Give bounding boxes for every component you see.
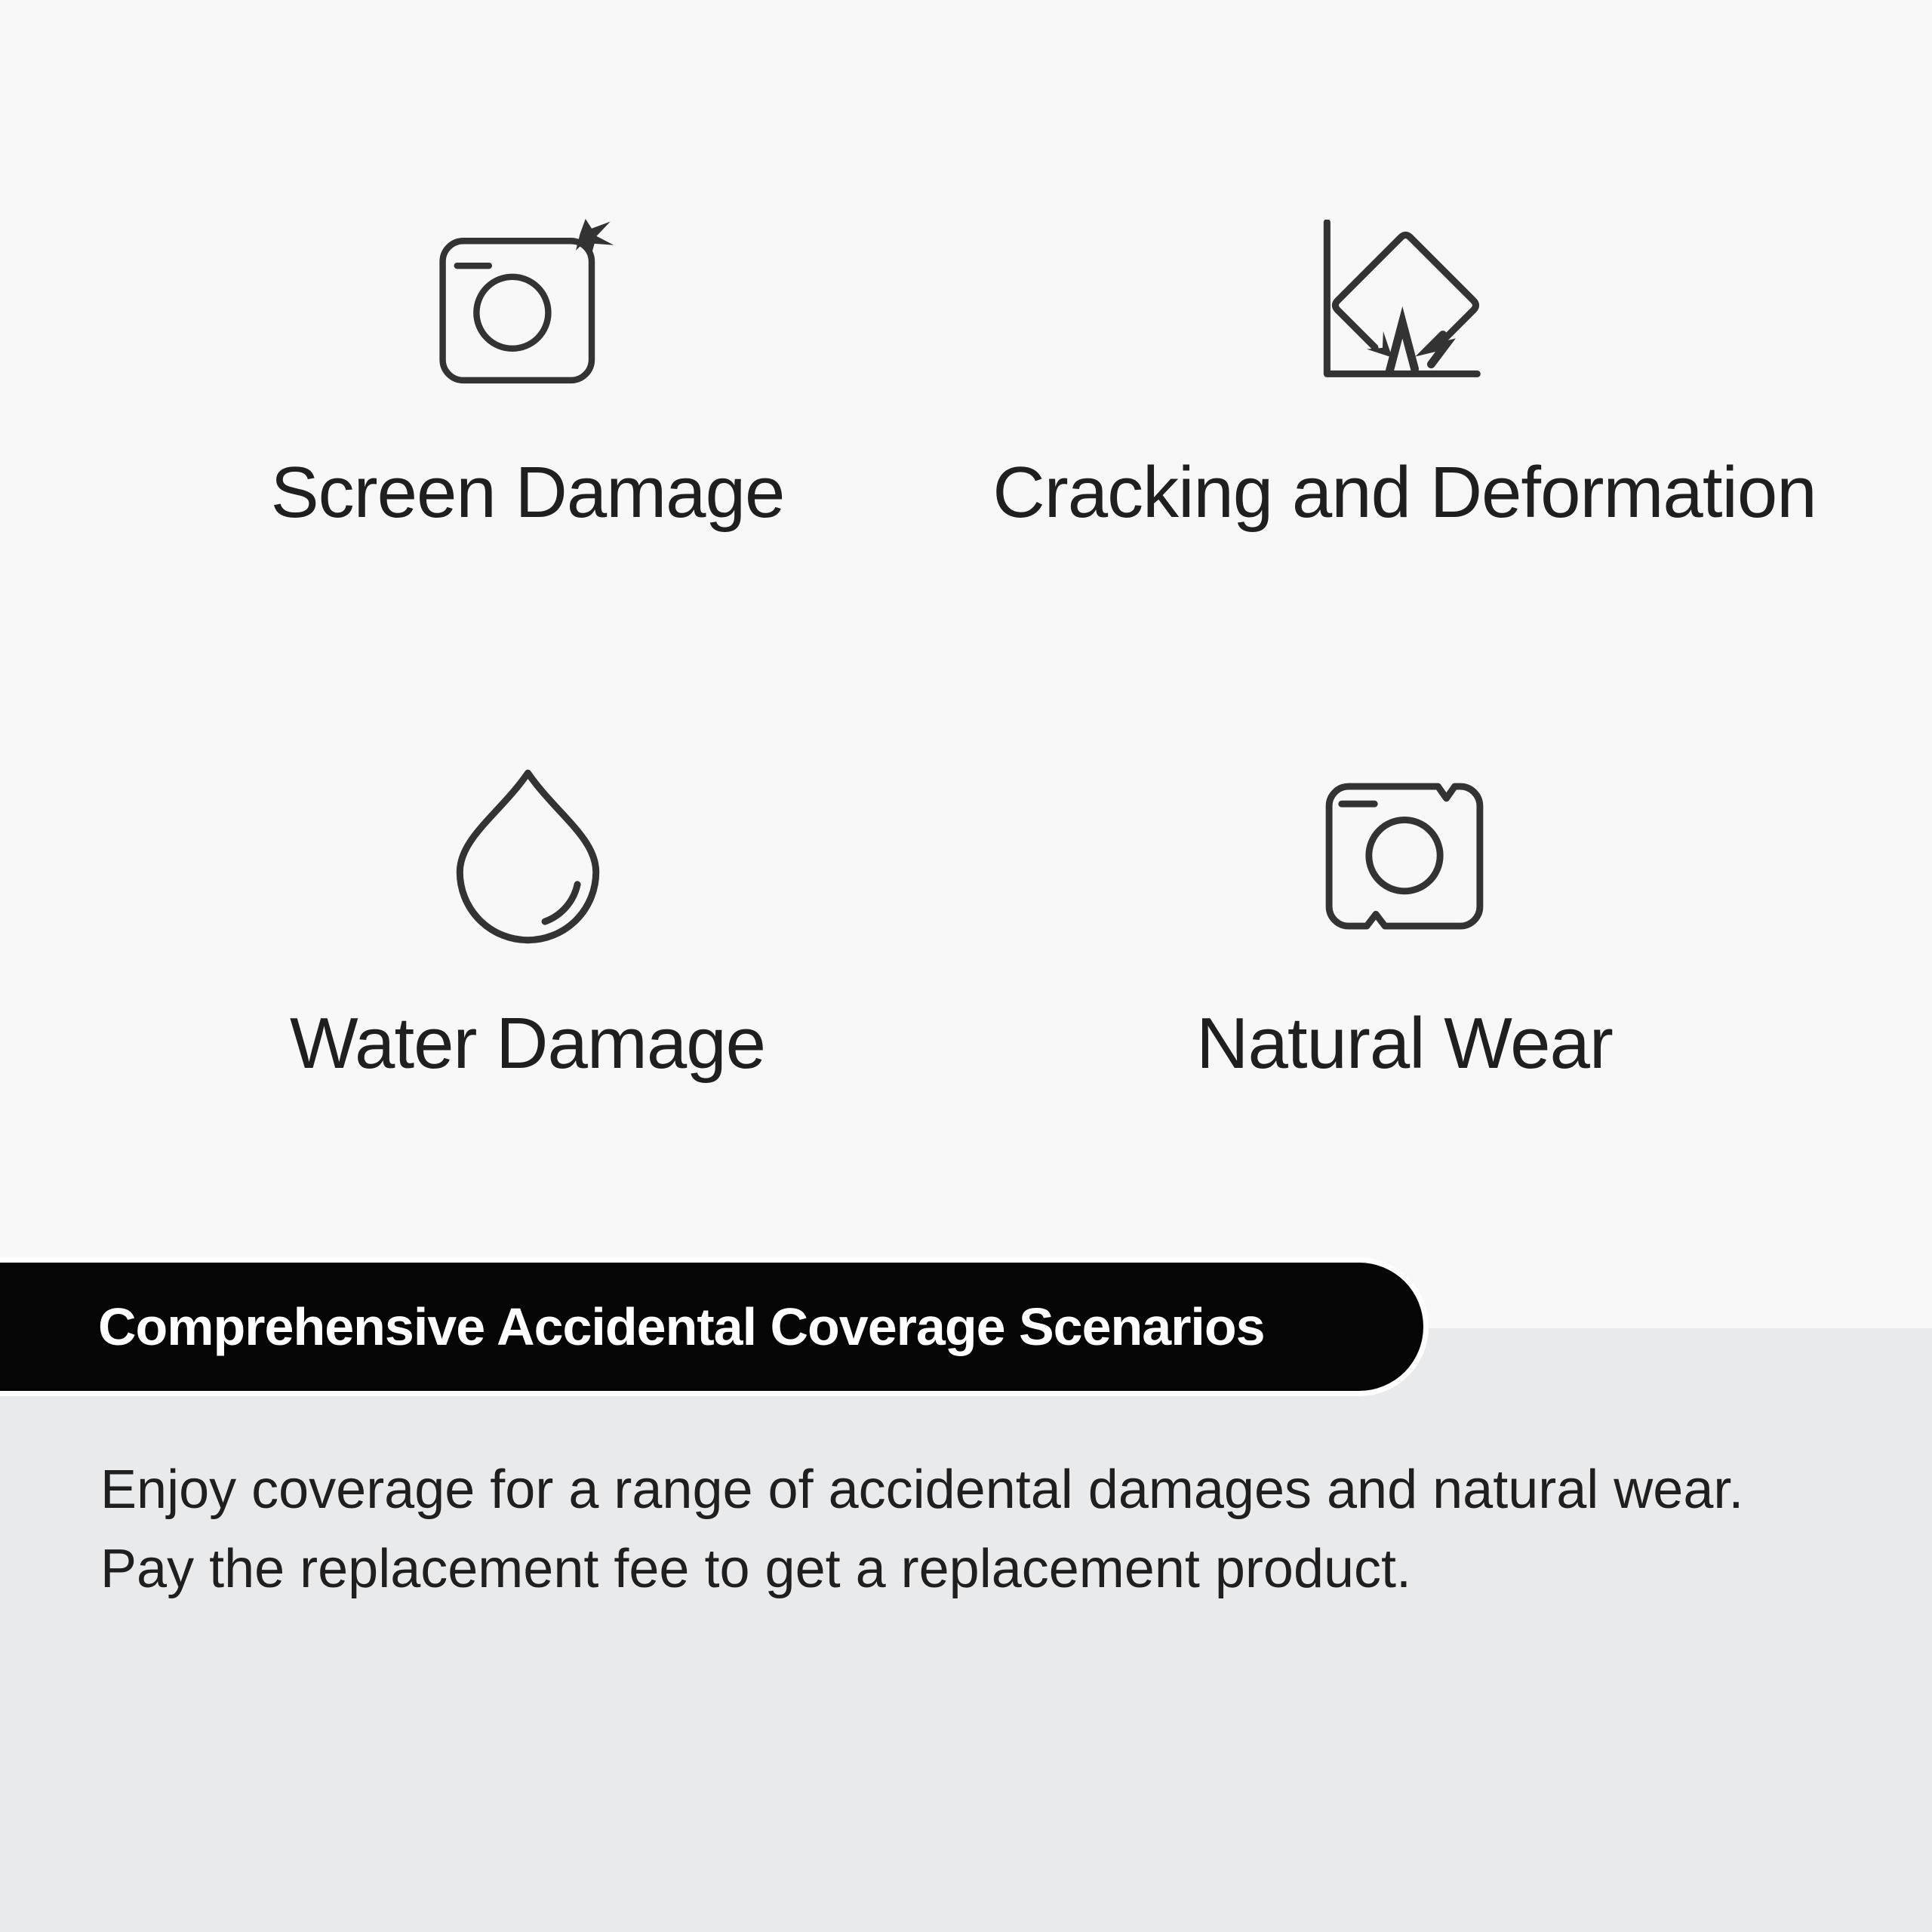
item-label: Water Damage — [290, 1003, 765, 1084]
item-label: Screen Damage — [270, 452, 785, 533]
coverage-item-cracking-deformation — [966, 211, 1843, 534]
worn-camera-notches-icon — [966, 762, 1843, 951]
description-line-1: Enjoy coverage for a range of accidental damages and natural wear. — [100, 1460, 1744, 1520]
section-banner — [0, 1263, 1423, 1391]
coverage-description — [100, 1451, 1859, 1609]
item-label: Cracking and Deformation — [992, 452, 1817, 533]
section-banner-title: Comprehensive Accidental Coverage Scenarios — [98, 1297, 1265, 1356]
water-drop-icon — [89, 762, 966, 951]
screen-damage-camera-crack-icon — [89, 211, 966, 392]
description-line-2: Pay the replacement fee to get a replacement product. — [100, 1539, 1412, 1599]
coverage-item-water-damage — [89, 762, 966, 1085]
bottom-section-background — [0, 1328, 1932, 1932]
item-label: Natural Wear — [1196, 1003, 1613, 1084]
coverage-item-screen-damage — [89, 211, 966, 534]
falling-diamond-impact-icon — [966, 211, 1843, 392]
coverage-item-natural-wear — [966, 762, 1843, 1085]
